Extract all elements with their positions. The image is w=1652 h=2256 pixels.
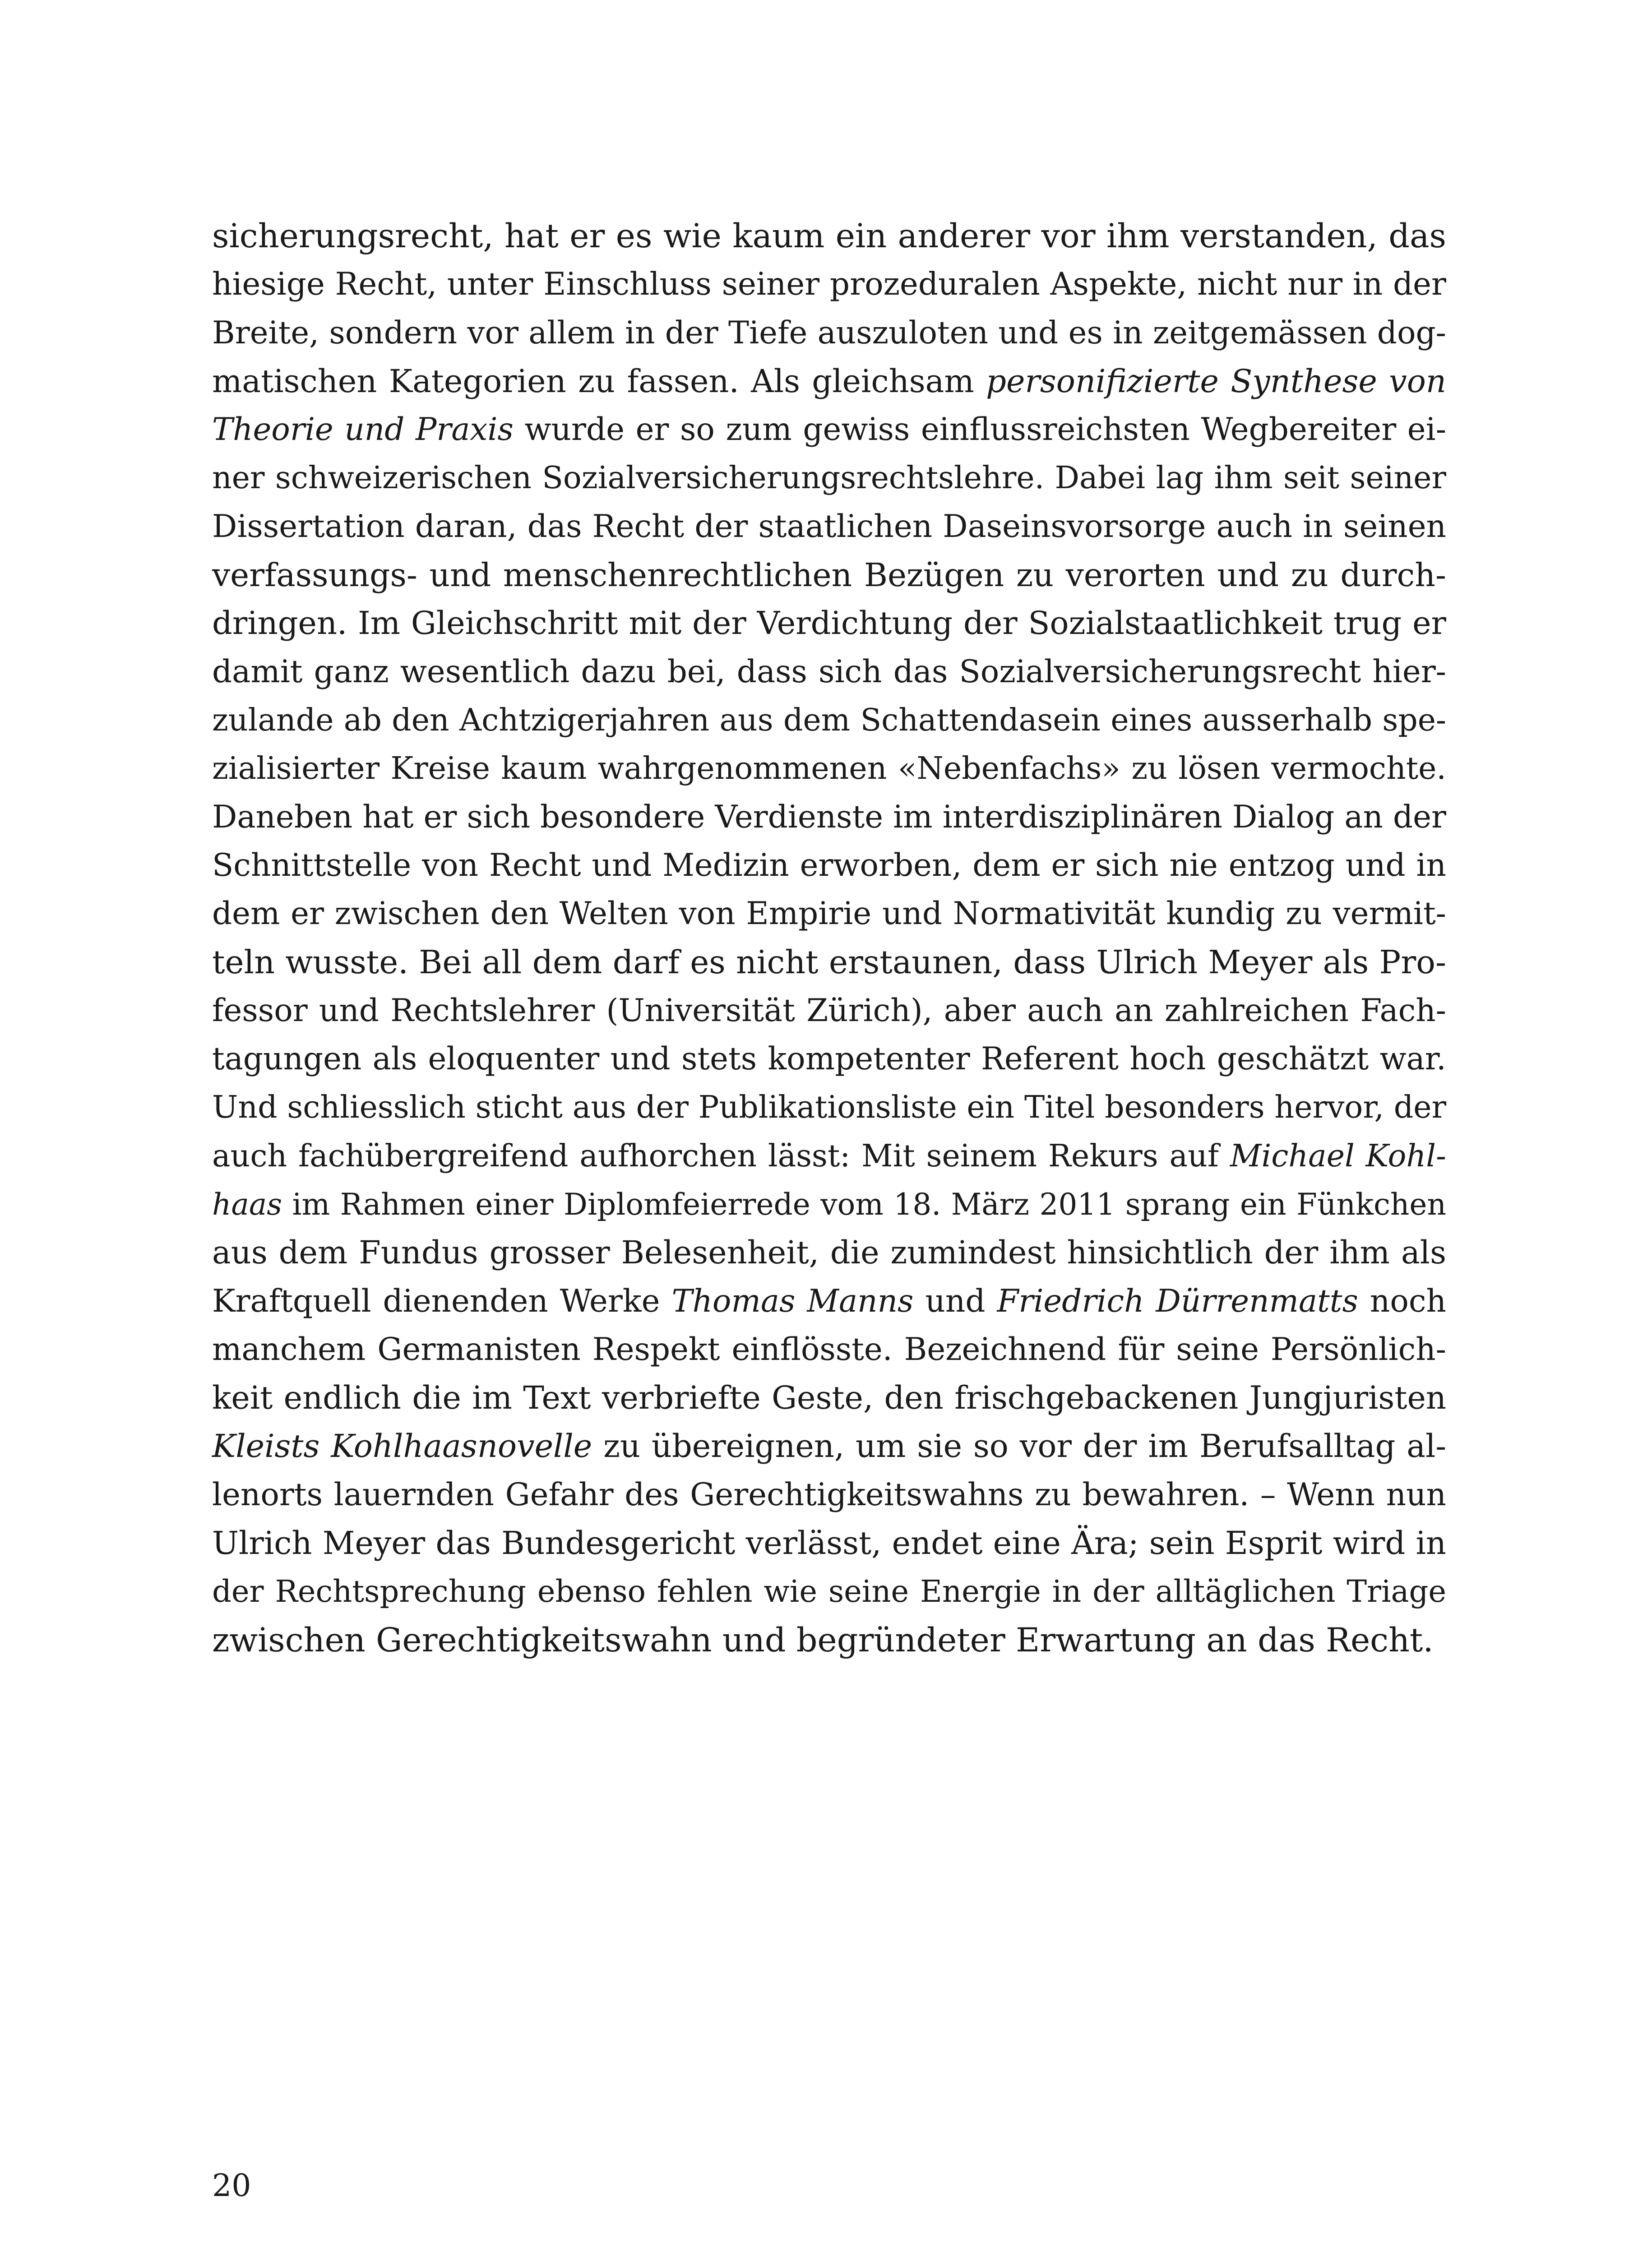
text-segment: Dissertation daran, das Recht der staatlichen Daseinsvorsorge auch in seinen (212, 508, 1446, 545)
text-line (212, 744, 1446, 793)
text-segment: Schnittstelle von Recht und Medizin erworben, dem er sich nie entzog und in (212, 847, 1446, 883)
text-line (212, 1277, 1446, 1326)
text-line (212, 551, 1446, 599)
text-segment: matischen Kategorien zu fassen. Als gleichsam (212, 362, 986, 400)
italic-text: Friedrich Dürrenmatts (997, 1283, 1358, 1319)
text-segment: manchem Germanisten Respekt einflösste. Bezeichnend für seine Persönlich- (212, 1331, 1446, 1368)
text-segment: sicherungsrecht, hat er es wie kaum ein anderer vor ihm verstanden, das (212, 217, 1446, 255)
italic-text: Michael Kohl- (1230, 1138, 1446, 1174)
text-segment: zu übereignen, um sie so vor der im Berufsalltag al- (592, 1428, 1447, 1465)
text-line (212, 309, 1446, 357)
text-segment: wurde er so zum gewiss einflussreichsten Wegbereiter ei- (513, 411, 1447, 448)
body-text (212, 212, 1446, 1664)
text-line (212, 793, 1446, 841)
text-segment: noch (1358, 1283, 1446, 1319)
text-segment: dem er zwischen den Welten von Empirie und Normativität kundig zu vermit- (212, 896, 1446, 932)
text-segment: ner schweizerischen Sozialversicherungsrechtslehre. Dabei lag ihm seit seiner (212, 460, 1446, 496)
text-segment: aus dem Fundus grosser Belesenheit, die zumindest hinsichtlich der ihm als (212, 1234, 1446, 1271)
text-line (212, 260, 1446, 309)
text-line (212, 938, 1446, 986)
text-line (212, 1616, 1446, 1664)
text-segment: lenorts lauernden Gefahr des Gerechtigkeitswahns zu bewahren. – Wenn nun (212, 1476, 1446, 1513)
text-line (212, 1567, 1446, 1616)
text-line (212, 1132, 1446, 1180)
italic-text: haas (212, 1187, 282, 1222)
text-segment: zialisierter Kreise kaum wahrgenommenen «Nebenfachs» zu lösen vermochte. (212, 751, 1446, 787)
text-segment: verfassungs- und menschenrechtlichen Bezügen zu verorten und zu durch- (212, 556, 1446, 594)
text-segment: und (913, 1283, 997, 1319)
text-line (212, 1229, 1446, 1277)
text-segment: der Rechtsprechung ebenso fehlen wie seine Energie in der alltäglichen Triage (212, 1574, 1446, 1609)
text-segment: im Rahmen einer Diplomfeierrede vom 18. März 2011 sprang ein Fünkchen (282, 1187, 1446, 1222)
text-line (212, 890, 1446, 938)
text-segment: dringen. Im Gleichschritt mit der Verdichtung der Sozialstaatlichkeit trug er (212, 605, 1446, 642)
text-segment: Und schliesslich sticht aus der Publikationsliste ein Titel besonders hervor, der (212, 1090, 1446, 1126)
italic-text: Kleists Kohlhaasnovelle (212, 1428, 592, 1465)
text-line (212, 1519, 1446, 1567)
text-line (212, 357, 1446, 406)
text-segment: fessor und Rechtslehrer (Universität Zürich), aber auch an zahlreichen Fach- (212, 992, 1446, 1029)
page-number: 20 (212, 2168, 251, 2204)
text-line (212, 1422, 1446, 1470)
text-line (212, 648, 1446, 696)
text-line (212, 1180, 1446, 1229)
text-segment: teln wusste. Bei all dem darf es nicht erstaunen, dass Ulrich Meyer als Pro- (212, 943, 1446, 981)
text-line (212, 1035, 1446, 1083)
italic-text: Thomas Manns (671, 1283, 914, 1319)
text-line (212, 212, 1446, 260)
text-line (212, 841, 1446, 890)
text-line (212, 1471, 1446, 1519)
text-line (212, 987, 1446, 1035)
text-segment: Daneben hat er sich besondere Verdienste im interdisziplinären Dialog an der (212, 799, 1446, 835)
text-segment: damit ganz wesentlich dazu bei, dass sich das Sozialversicherungsrecht hier- (212, 653, 1446, 690)
text-line (212, 503, 1446, 551)
text-line (212, 406, 1446, 454)
text-line (212, 696, 1446, 744)
text-line (212, 454, 1446, 502)
text-segment: Ulrich Meyer das Bundesgericht verlässt, endet eine Ära; sein Esprit wird in (212, 1525, 1446, 1562)
italic-text: personifizierte Synthese von (986, 362, 1446, 400)
text-line (212, 1374, 1446, 1422)
text-line (212, 1326, 1446, 1374)
text-line (212, 1083, 1446, 1132)
text-line (212, 599, 1446, 647)
text-segment: zulande ab den Achtzigerjahren aus dem Schattendasein eines ausserhalb spe- (212, 702, 1446, 738)
text-segment: zwischen Gerechtigkeitswahn und begründeter Erwartung an das Recht. (212, 1621, 1434, 1660)
text-segment: keit endlich die im Text verbriefte Geste, den frischgebackenen Jungjuristen (212, 1379, 1446, 1417)
text-segment: Breite, sondern vor allem in der Tiefe auszuloten und es in zeitgemässen dog- (212, 314, 1446, 351)
italic-text: Theorie und Praxis (212, 411, 514, 448)
text-segment: Kraftquell dienenden Werke (212, 1283, 672, 1319)
text-segment: auch fachübergreifend aufhorchen lässt: Mit seinem Rekurs auf (212, 1138, 1230, 1174)
text-segment: hiesige Recht, unter Einschluss seiner prozeduralen Aspekte, nicht nur in der (212, 266, 1446, 303)
text-segment: tagungen als eloquenter und stets kompetenter Referent hoch geschätzt war. (212, 1041, 1446, 1077)
